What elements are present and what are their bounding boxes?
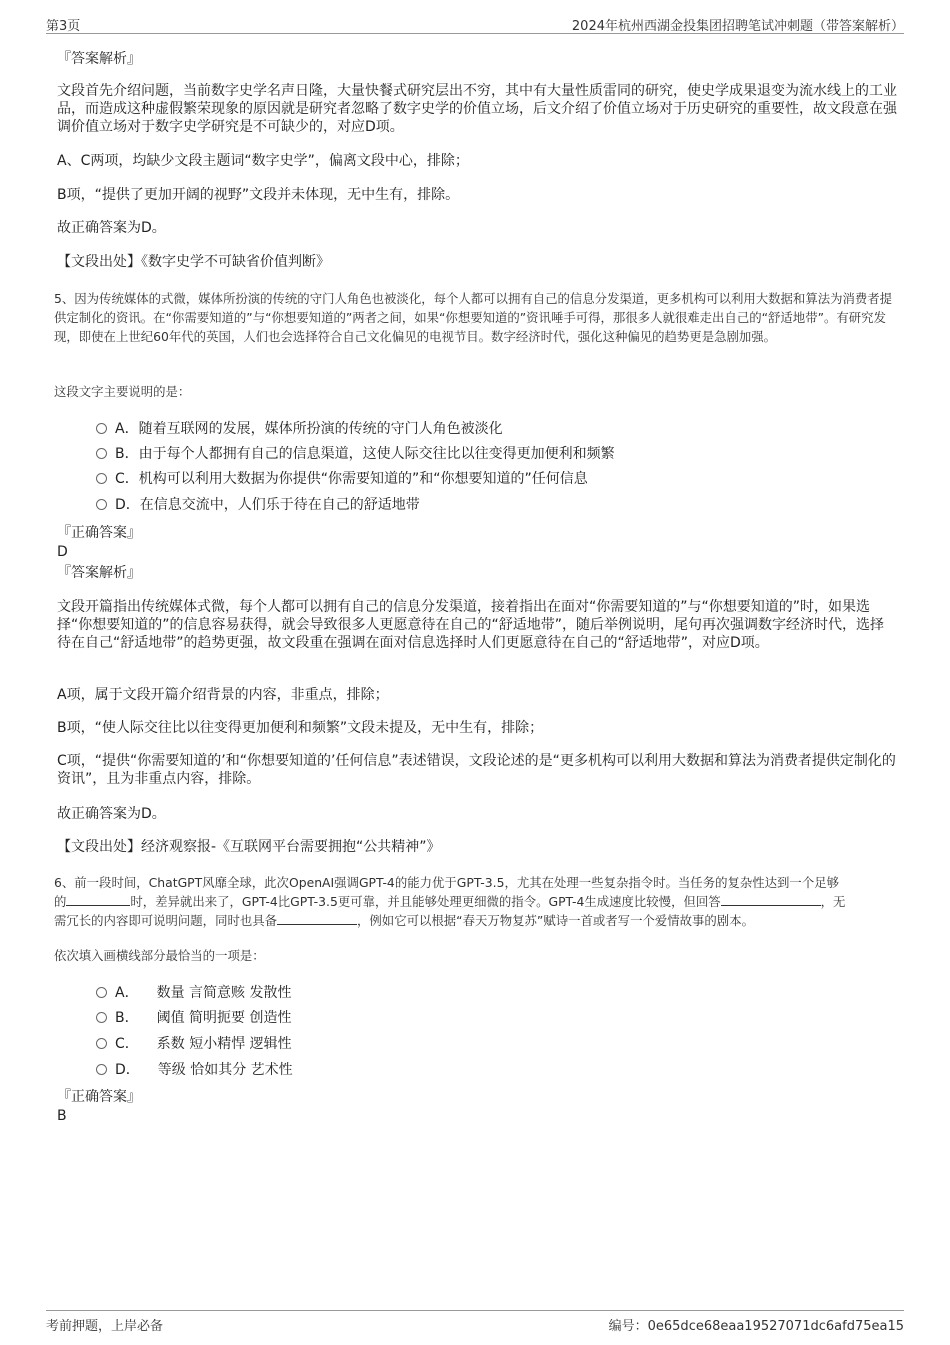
page-number: 第3页 — [46, 19, 81, 34]
radio-icon[interactable] — [96, 1012, 107, 1023]
analysis-b: B项，“提供了更加开阔的视野”文段并未体现，无中生有，排除。 — [57, 187, 460, 203]
question-6-option-b[interactable]: B． 阈值 简明扼要 创造性 — [96, 1009, 292, 1027]
question-5-analysis-b: B项，“使人际交往比以往变得更加便利和频繁”文段未提及，无中生有，排除； — [57, 720, 544, 736]
radio-icon[interactable] — [96, 1038, 107, 1049]
radio-icon[interactable] — [96, 473, 107, 484]
radio-icon[interactable] — [96, 423, 107, 434]
question-5-answer-label: 『正确答案』 — [57, 525, 141, 541]
question-5-option-b[interactable]: B．由于每个人都拥有自己的信息渠道，这使人际交往比以往变得更加便利和频繁 — [96, 445, 615, 463]
question-5-stem: 5、因为传统媒体的式微，媒体所扮演的传统的守门人角色也被淡化，每个人都可以拥有自己的信息分发渠道，更多机构可以利用大数据和算法为消费者提供定制化的资讯。在“你需要知道的”与“你想要知道的”两者之间，如果“你想要知道的”资讯唾手可得，那很多人就很难走出自己的“舒适地带”。有研究发现，即使在上世纪60年代的英国，人们也会选择符合自己文化偏见的电视节目。数字经济时代，强化这种偏见的趋势更是急剧加强。 — [54, 291, 893, 344]
question-5-option-c[interactable]: C．机构可以利用大数据为你提供“你需要知道的”和“你想要知道的”任何信息 — [96, 470, 588, 488]
question-5-analysis-a: A项，属于文段开篇介绍背景的内容，非重点，排除； — [57, 687, 389, 703]
question-6-answer-label: 『正确答案』 — [57, 1089, 141, 1105]
fill-blank-1[interactable] — [66, 893, 130, 906]
radio-icon[interactable] — [96, 1064, 107, 1075]
page-header — [46, 13, 904, 34]
question-6-option-d[interactable]: D． 等级 恰如其分 艺术性 — [96, 1061, 293, 1079]
question-5-option-d[interactable]: D．在信息交流中，人们乐于待在自己的舒适地带 — [96, 496, 420, 514]
fill-blank-2[interactable] — [721, 893, 821, 906]
document-id: 编号：0e65dce68eaa19527071dc6afd75ea15 — [608, 1319, 904, 1334]
radio-icon[interactable] — [96, 499, 107, 510]
question-5-prompt: 这段文字主要说明的是： — [54, 384, 191, 399]
analysis-label: 『答案解析』 — [57, 51, 141, 67]
footer-slogan: 考前押题，上岸必备 — [46, 1319, 164, 1334]
question-6-option-c[interactable]: C． 系数 短小精悍 逻辑性 — [96, 1035, 292, 1053]
question-5-answer: D — [57, 544, 68, 560]
question-6-prompt: 依次填入画横线部分最恰当的一项是： — [54, 948, 265, 963]
question-6-answer: B — [57, 1108, 67, 1124]
question-5-option-a[interactable]: A．随着互联网的发展，媒体所扮演的传统的守门人角色被淡化 — [96, 420, 503, 438]
analysis-ac: A、C两项，均缺少文段主题词“数字史学”，偏离文段中心，排除； — [57, 153, 469, 169]
question-5-analysis-text: 文段开篇指出传统媒体式微，每个人都可以拥有自己的信息分发渠道，接着指出在面对“你需要知道的”与“你想要知道的”时，如果选择“你想要知道的”的信息容易获得，就会导致很多人更愿意待在自己的“舒适地带”，随后举例说明，尾句再次强调数字经济时代，选择待在自己“舒适地带”的趋势更强，故文段重在强调在面对信息选择时人们更愿意待在自己的“舒适地带”，对应D项。 — [57, 599, 885, 651]
radio-icon[interactable] — [96, 448, 107, 459]
radio-icon[interactable] — [96, 987, 107, 998]
analysis-text: 文段首先介绍问题，当前数字史学名声日隆，大量快餐式研究层出不穷，其中有大量性质雷同的研究，使史学成果退变为流水线上的工业品，而造成这种虚假繁荣现象的原因就是研究者忽略了数字史学的价值立场，后文介绍了价值立场对于历史研究的重要性，故文段意在强调价值立场对于数字史学研究是不可缺少的，对应D项。 — [57, 83, 897, 135]
document-title: 2024年杭州西湖金投集团招聘笔试冲刺题（带答案解析） — [571, 19, 904, 34]
question-6-stem: 6、前一段时间，ChatGPT风靡全球，此次OpenAI强调GPT-4的能力优于GPT-3.5，尤其在处理一些复杂指令时。当任务的复杂性达到一个足够 的 时，差异就出来了，GPT-4比GPT-3.5更可靠，并且能够处理更细微的指令。GPT-4生成速度比较慢，但回答 ，无 需冗长的内容即可说明问题，同时也具备 ，例如它可以根据“春天万物复苏”赋诗一首或者写一个爱情故事的剧本。 — [54, 875, 846, 928]
question-5-conclusion: 故正确答案为D。 — [57, 806, 166, 822]
question-5-analysis-label: 『答案解析』 — [57, 565, 141, 581]
question-5-source: 【文段出处】经济观察报-《互联网平台需要拥抱“公共精神”》 — [57, 839, 441, 855]
question-5-analysis-c: C项，“提供“你需要知道的’和“你想要知道的’任何信息”表述错误，文段论述的是“更多机构可以利用大数据和算法为消费者提供定制化的资讯”，且为非重点内容，排除。 — [57, 753, 896, 787]
fill-blank-3[interactable] — [277, 912, 357, 925]
analysis-conclusion: 故正确答案为D。 — [57, 220, 166, 236]
question-6-option-a[interactable]: A． 数量 言简意赅 发散性 — [96, 984, 291, 1002]
page-footer — [46, 1310, 904, 1335]
passage-source: 【文段出处】《数字史学不可缺省价值判断》 — [57, 254, 330, 270]
